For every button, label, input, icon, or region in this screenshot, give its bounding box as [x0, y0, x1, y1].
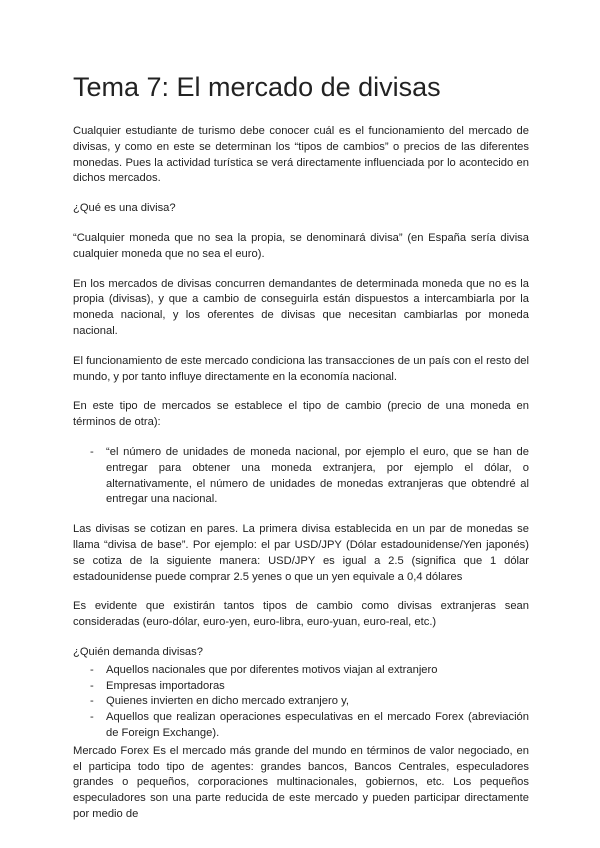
forex-paragraph: Mercado Forex Es el mercado más grande del mundo en términos de valor negociado, en el participa todo tipo de agentes: grandes bancos, Bancos Centrales, especuladores grandes o pequeños, corporaciones multinacionales, gobiernos, etc. Los pequeños especuladores son una parte reducida de este mercado y pueden participar directamente por medio de	[73, 744, 529, 820]
exchange-rate-paragraph: En este tipo de mercados se establece el tipo de cambio (precio de una moneda en términos de otra):	[73, 400, 529, 429]
question-what-is-divisa: ¿Qué es una divisa?	[73, 202, 176, 215]
list-item: - Quienes invierten en dicho mercado extranjero y,	[73, 694, 529, 710]
list-item: - Empresas importadoras	[73, 679, 529, 695]
list-item: - Aquellos nacionales que por diferentes motivos viajan al extranjero	[73, 663, 529, 679]
page-title: Tema 7: El mercado de divisas	[73, 72, 441, 102]
function-paragraph: El funcionamiento de este mercado condiciona las transacciones de un país con el resto del mundo, y por tanto influye directamente en la economía nacional.	[73, 354, 529, 383]
document-body	[73, 124, 529, 837]
evident-paragraph: Es evidente que existirán tantos tipos de cambio como divisas extranjeras sean consideradas (euro-dólar, euro-yen, euro-libra, euro-yuan, euro-real, etc.)	[73, 600, 529, 629]
list-item: - “el número de unidades de moneda nacional, por ejemplo el euro, que se han de entregar para obtener una moneda extranjera, por ejemplo el dólar, o alternativamente, el número de unidades de monedas extranjeras que obtendré al entregar una nacional.	[73, 445, 529, 508]
list-item: - Aquellos que realizan operaciones especulativas en el mercado Forex (abreviación de Foreign Exchange).	[73, 710, 529, 742]
question-who-demands: ¿Quién demanda divisas?	[73, 645, 203, 658]
definition-paragraph: “Cualquier moneda que no sea la propia, se denominará divisa” (en España sería divisa cualquier moneda que no sea el euro).	[73, 231, 529, 260]
intro-paragraph: Cualquier estudiante de turismo debe conocer cuál es el funcionamiento del mercado de divisas, y como en este se determinan los “tipos de cambios” o precios de las diferentes monedas. Pues la actividad turística se verá directamente influenciada por lo acontecido en dichos mercados.	[73, 125, 529, 185]
quote-list	[73, 445, 529, 508]
pairs-paragraph: Las divisas se cotizan en pares. La primera divisa establecida en un par de monedas se llama “divisa de base”. Por ejemplo: el par USD/JPY (Dólar estadounidense/Yen japonés) se cotiza de la siguiente manera: USD/JPY es igual a 2.5 (significa que 1 dólar estadounidense puede comprar 2.5 yenes o que un yen equivale a 0,4 dólares	[73, 523, 529, 583]
markets-paragraph: En los mercados de divisas concurren demandantes de determinada moneda que no es la propia (divisas), y que a cambio de conseguirla están dispuestos a intercambiarla por la moneda nacional, y los oferentes de divisas que necesitan cambiarlas por moneda nacional.	[73, 277, 529, 337]
demand-list	[73, 663, 529, 742]
